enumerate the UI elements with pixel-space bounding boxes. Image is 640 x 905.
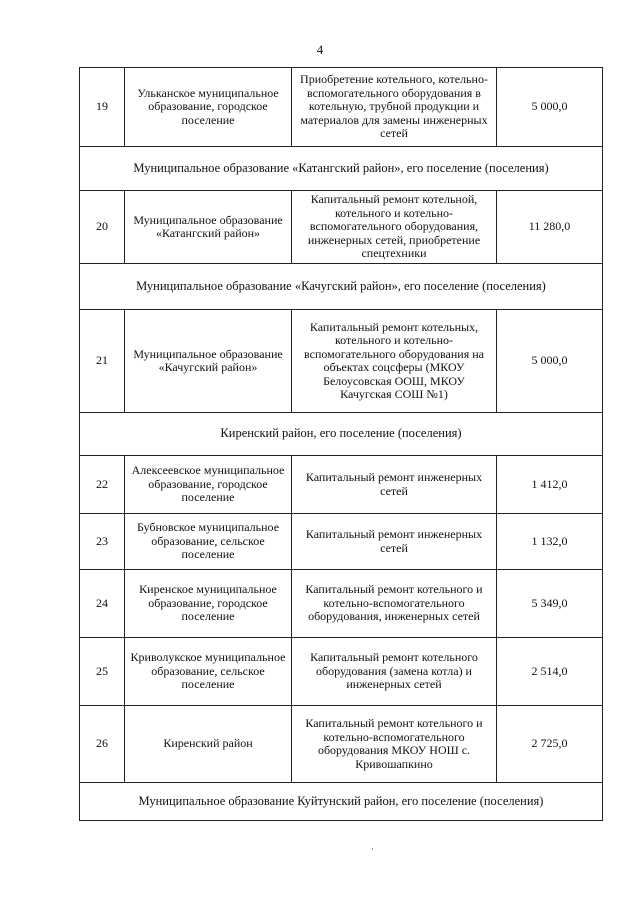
row-number: 24 — [80, 570, 125, 638]
funding-amount: 2 725,0 — [497, 706, 603, 783]
table-row — [80, 456, 603, 514]
funding-amount: 5 000,0 — [497, 68, 603, 147]
work-description: Капитальный ремонт инженерных сетей — [292, 514, 497, 570]
table-row — [80, 68, 603, 147]
funding-amount: 11 280,0 — [497, 191, 603, 264]
table-row — [80, 570, 603, 638]
section-row — [80, 264, 603, 310]
funding-amount: 2 514,0 — [497, 638, 603, 706]
funding-table — [79, 67, 603, 821]
section-row — [80, 413, 603, 456]
table-row — [80, 638, 603, 706]
municipality-name: Киренский район — [125, 706, 292, 783]
section-title: Муниципальное образование Куйтунский район, его поселение (поселения) — [80, 783, 603, 821]
row-number: 25 — [80, 638, 125, 706]
row-number: 26 — [80, 706, 125, 783]
municipality-name: Муниципальное образование «Качугский район» — [125, 310, 292, 413]
work-description: Капитальный ремонт котельного и котельно-вспомогательного оборудования МКОУ НОШ с. Кривошапкино — [292, 706, 497, 783]
scan-speck — [372, 848, 373, 850]
work-description: Капитальный ремонт инженерных сетей — [292, 456, 497, 514]
section-title: Муниципальное образование «Катангский район», его поселение (поселения) — [80, 147, 603, 191]
table-row — [80, 706, 603, 783]
municipality-name: Бубновское муниципальное образование, сельское поселение — [125, 514, 292, 570]
municipality-name: Муниципальное образование «Катангский район» — [125, 191, 292, 264]
row-number: 21 — [80, 310, 125, 413]
municipality-name: Ульканское муниципальное образование, городское поселение — [125, 68, 292, 147]
table-row — [80, 310, 603, 413]
section-title: Муниципальное образование «Качугский район», его поселение (поселения) — [80, 264, 603, 310]
page-number: 4 — [316, 42, 324, 57]
row-number: 22 — [80, 456, 125, 514]
work-description: Капитальный ремонт котельных, котельного и котельно-вспомогательного оборудования на объектах соцсферы (МКОУ Белоусовская ООШ, МКОУ Качугская СОШ №1) — [292, 310, 497, 413]
table-body — [80, 68, 603, 821]
funding-amount: 5 000,0 — [497, 310, 603, 413]
section-row — [80, 147, 603, 191]
work-description: Капитальный ремонт котельного оборудования (замена котла) и инженерных сетей — [292, 638, 497, 706]
row-number: 19 — [80, 68, 125, 147]
work-description: Приобретение котельного, котельно-вспомогательного оборудования в котельную, трубной продукции и материалов для замены инженерных сетей — [292, 68, 497, 147]
funding-amount: 1 132,0 — [497, 514, 603, 570]
row-number: 23 — [80, 514, 125, 570]
municipality-name: Киренское муниципальное образование, городское поселение — [125, 570, 292, 638]
section-title: Киренский район, его поселение (поселения) — [80, 413, 603, 456]
table-row — [80, 514, 603, 570]
row-number: 20 — [80, 191, 125, 264]
funding-amount: 5 349,0 — [497, 570, 603, 638]
work-description: Капитальный ремонт котельного и котельно-вспомогательного оборудования, инженерных сетей — [292, 570, 497, 638]
municipality-name: Криволукское муниципальное образование, сельское поселение — [125, 638, 292, 706]
funding-amount: 1 412,0 — [497, 456, 603, 514]
section-row — [80, 783, 603, 821]
work-description: Капитальный ремонт котельной, котельного и котельно-вспомогательного оборудования, инженерных сетей, приобретение спецтехники — [292, 191, 497, 264]
municipality-name: Алексеевское муниципальное образование, городское поселение — [125, 456, 292, 514]
table-row — [80, 191, 603, 264]
